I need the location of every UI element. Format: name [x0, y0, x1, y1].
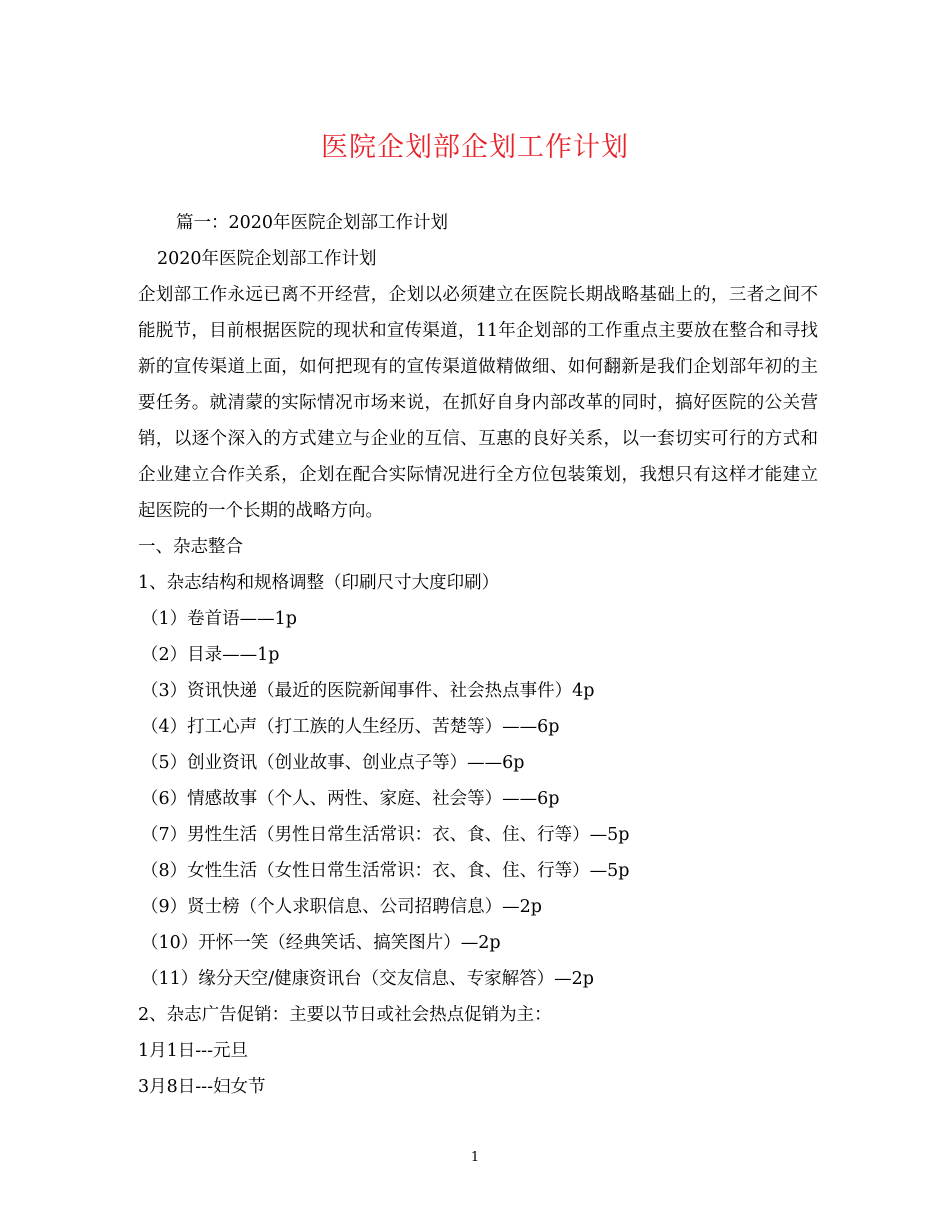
list-item: （6）情感故事（个人、两性、家庭、社会等）——6p: [141, 789, 560, 809]
list-item: （11）缘分天空/健康资讯台（交友信息、专家解答）—2p: [141, 969, 594, 989]
list-item: （7）男性生活（男性日常生活常识：衣、食、住、行等）—5p: [141, 825, 630, 845]
heading-structure-adjustment: 1、杂志结构和规格调整（印刷尺寸大度印刷）: [138, 573, 500, 593]
list-item: （4）打工心声（打工族的人生经历、苦楚等）——6p: [141, 717, 560, 737]
list-item: （10）开怀一笑（经典笑话、搞笑图片）—2p: [141, 933, 501, 953]
list-item: （9）贤士榜（个人求职信息、公司招聘信息）—2p: [141, 897, 542, 917]
sub-heading: 2020年医院企划部工作计划: [157, 249, 377, 269]
list-item: （2）目录——1p: [141, 645, 280, 665]
document-body: [138, 205, 818, 1105]
list-item: （8）女性生活（女性日常生活常识：衣、食、住、行等）—5p: [141, 861, 630, 881]
list-item: （3）资讯快递（最近的医院新闻事件、社会热点事件）4p: [141, 681, 595, 701]
date-item: 3月8日---妇女节: [138, 1077, 266, 1097]
list-item: （1）卷首语——1p: [141, 609, 297, 629]
intro-paragraph: 企划部工作永远已离不开经营，企划以必须建立在医院长期战略基础上的，三者之间不能脱节，目前根据医院的现状和宣传渠道，11年企划部的工作重点主要放在整合和寻找新的宣传渠道上面，如何把现有的宣传渠道做精做细、如何翻新是我们企划部年初的主要任务。就清蒙的实际情况市场来说，在抓好自身内部改革的同时，搞好医院的公关营销，以逐个深入的方式建立与企业的互信、互惠的良好关系，以一套切实可行的方式和企业建立合作关系，企划在配合实际情况进行全方位包装策划，我想只有这样才能建立起医院的一个长期的战略方向。: [138, 285, 818, 521]
page-number: 1: [470, 1150, 480, 1165]
document-title: 医院企划部企划工作计划: [321, 132, 629, 163]
heading-ad-promotion: 2、杂志广告促销：主要以节日或社会热点促销为主：: [138, 1005, 552, 1025]
list-item: （5）创业资讯（创业故事、创业点子等）——6p: [141, 753, 525, 773]
heading-magazine-integration: 一、杂志整合: [138, 537, 243, 557]
section-heading: 篇一：2020年医院企划部工作计划: [176, 213, 449, 233]
date-item: 1月1日---元旦: [138, 1041, 249, 1061]
